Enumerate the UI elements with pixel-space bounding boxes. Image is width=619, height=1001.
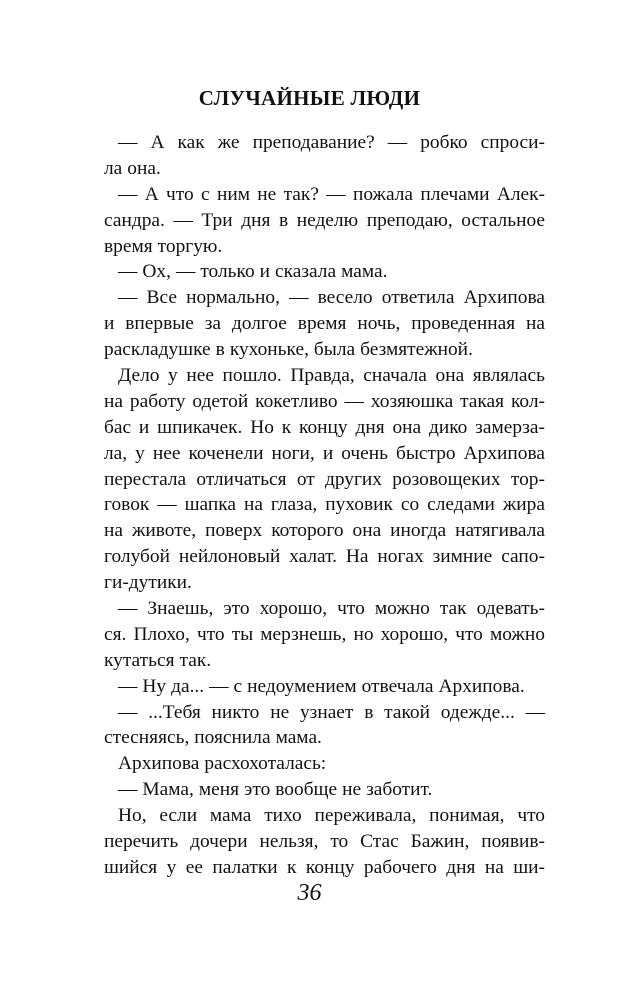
text-line (104, 389, 545, 415)
text-line (104, 415, 545, 441)
word: ним (216, 183, 250, 205)
word: работу (129, 390, 186, 412)
text-line (104, 829, 545, 855)
word: да... (171, 675, 205, 697)
word: никто (211, 701, 260, 723)
word: кокетливо (255, 390, 338, 412)
text-line (104, 855, 545, 881)
text-line (104, 234, 545, 260)
word: Алек- (496, 183, 545, 205)
word: так? (283, 183, 319, 205)
word: не (270, 701, 290, 723)
running-title: СЛУЧАЙНЫЕ ЛЮДИ (198, 86, 421, 110)
word: с (201, 183, 210, 205)
word: пошло. (222, 365, 282, 387)
word: ночь, (357, 313, 401, 335)
word: Но (250, 416, 274, 438)
word: только (200, 261, 255, 283)
word: рабочего (363, 856, 437, 878)
word: ногах (377, 546, 424, 568)
page-number: 36 (297, 880, 322, 906)
word: можно (374, 598, 430, 620)
text-line (104, 777, 545, 803)
word: ее (185, 856, 203, 878)
word: шийся (104, 856, 158, 878)
text-line (104, 441, 545, 467)
word: Ну (142, 675, 167, 697)
word: дико (428, 416, 468, 438)
word: нейлоновый (178, 546, 281, 568)
word: к (281, 416, 292, 438)
word: Три (201, 209, 233, 231)
word: одетой (192, 390, 249, 412)
text-line (104, 363, 545, 389)
word: бас (104, 416, 132, 438)
word: такой (384, 701, 430, 723)
word: так (439, 598, 467, 620)
word: нельзя, (259, 831, 319, 853)
word: проведенная (411, 313, 516, 335)
word: Архипова (463, 287, 545, 309)
text-line (104, 674, 545, 700)
word: преподавание? (252, 132, 375, 153)
word: тихо (264, 805, 302, 827)
word: вообще (275, 779, 338, 801)
word: — (118, 598, 138, 620)
word: ла, (104, 442, 128, 464)
word: что (196, 623, 225, 645)
word: кол- (510, 390, 545, 412)
word: была (313, 339, 356, 361)
word: в (278, 209, 289, 231)
text-line (104, 751, 545, 777)
word: переживала, (314, 805, 417, 827)
text-line (104, 182, 545, 208)
word: хорошо, (259, 598, 328, 620)
word: стесняясь, (104, 727, 190, 749)
text-line (104, 467, 545, 493)
word: Дело (118, 365, 160, 387)
word: это (244, 779, 271, 801)
word: к (287, 856, 297, 878)
word: жира (502, 494, 545, 516)
word: у (168, 365, 178, 387)
word: На (345, 546, 369, 568)
word: сначала (363, 365, 427, 387)
word: появив- (481, 831, 545, 853)
word: сказала (275, 261, 337, 283)
word: одежде... (440, 701, 515, 723)
word: — (118, 183, 138, 205)
word: кухоньке, (229, 339, 309, 361)
word: у (135, 442, 145, 464)
word: же (217, 132, 240, 153)
word: что (166, 183, 194, 205)
word: понимая, (429, 805, 505, 827)
word: халат. (289, 546, 337, 568)
text-line (104, 208, 545, 234)
word: ответила (381, 287, 455, 309)
word: следами (427, 494, 495, 516)
word: что (337, 598, 365, 620)
word: мерзнешь, (260, 623, 347, 645)
word: Но, (118, 805, 147, 827)
word: и (138, 416, 150, 438)
word: ся. (104, 623, 127, 645)
word: Архипова (463, 442, 545, 464)
text-line (104, 337, 545, 363)
word: — (326, 183, 346, 205)
word: ноги, (271, 442, 315, 464)
word: и (104, 313, 115, 335)
text-line (104, 570, 545, 596)
word: спроси- (480, 132, 545, 153)
word: — (387, 132, 408, 153)
word: ла (104, 157, 123, 179)
word: на (104, 390, 123, 412)
word: Мама, (142, 779, 194, 801)
word: робко (420, 132, 468, 153)
word: остальное (461, 209, 545, 231)
word: говок (104, 494, 150, 516)
word: концу (305, 856, 355, 878)
word: нормально, (186, 287, 280, 309)
word: если (159, 805, 198, 827)
text-line (104, 156, 545, 182)
word: — (209, 675, 229, 697)
word: плечами (420, 183, 490, 205)
word: с (233, 675, 243, 697)
word: ги-дутики. (104, 572, 192, 594)
word: Стас (360, 831, 399, 853)
word: у (166, 856, 177, 878)
word: что (455, 623, 483, 645)
word: шпикачек. (157, 416, 243, 438)
word: являлась (472, 365, 545, 387)
word: Плохо, (133, 623, 190, 645)
word: — (118, 132, 138, 153)
word: но (353, 623, 374, 645)
word: она (435, 365, 465, 387)
text-line (104, 648, 545, 674)
body-text (104, 130, 545, 881)
word: и (322, 442, 334, 464)
word: впервые (125, 313, 194, 335)
text-line (104, 285, 545, 311)
word: это (223, 598, 250, 620)
word: перестала (104, 468, 187, 490)
word: преподаю, (366, 209, 453, 231)
word: хорошо, (380, 623, 449, 645)
word: нее (152, 442, 181, 464)
word: торгую. (157, 235, 223, 257)
word: отвечала (361, 675, 434, 697)
word: в (215, 339, 225, 361)
word: раскладушке (104, 339, 211, 361)
word: дня (355, 416, 385, 438)
word: в (364, 701, 374, 723)
word: одевать- (476, 598, 545, 620)
word: — (118, 287, 138, 309)
word: А (150, 132, 165, 153)
word: коченели (188, 442, 264, 464)
word: неделю (296, 209, 359, 231)
word: пожала (352, 183, 413, 205)
word: — (118, 779, 138, 801)
word: безмятежной. (360, 339, 473, 361)
word: время (104, 235, 153, 257)
word: — (173, 209, 193, 231)
word: она (392, 416, 422, 438)
word: нее (186, 365, 214, 387)
word: такая (460, 390, 505, 412)
word: пояснила (194, 727, 271, 749)
word: замерза- (475, 416, 545, 438)
word: быстро (396, 442, 456, 464)
word: — (344, 390, 364, 412)
word: заботит. (366, 779, 433, 801)
word: кутаться (104, 649, 175, 671)
word: меня (198, 779, 240, 801)
word: глаза, (270, 494, 318, 516)
word: от (296, 468, 315, 490)
word: дня (446, 856, 476, 878)
word: то (330, 831, 349, 853)
word: очень (341, 442, 388, 464)
word: хозяюшка (370, 390, 454, 412)
word: шапка (184, 494, 237, 516)
text-line (104, 518, 545, 544)
word: мама (209, 805, 252, 827)
text-line (104, 622, 545, 648)
word: — (118, 675, 138, 697)
word: так. (179, 649, 212, 671)
word: как (177, 132, 205, 153)
text-line (104, 130, 545, 156)
word: зимние (432, 546, 493, 568)
word: она. (127, 157, 161, 179)
word: иногда (390, 520, 447, 542)
word: ты (231, 623, 254, 645)
word: — (289, 287, 309, 309)
word: за (204, 313, 222, 335)
word: Архипова. (438, 675, 525, 697)
word: дня (241, 209, 271, 231)
word: А (144, 183, 159, 205)
word: недоумением (247, 675, 357, 697)
word: узнает (299, 701, 354, 723)
word: отличаться (196, 468, 287, 490)
word: она (352, 520, 382, 542)
word: розовощеких (392, 468, 501, 490)
word: других (324, 468, 382, 490)
word: — (175, 261, 196, 283)
word: мама. (275, 727, 322, 749)
word: Бажин, (410, 831, 470, 853)
word: со (400, 494, 420, 516)
word: ...Тебя (148, 701, 201, 723)
text-line (104, 725, 545, 751)
word: поверх (205, 520, 263, 542)
word: тор- (510, 468, 545, 490)
word: — (525, 701, 545, 723)
word: не (257, 183, 277, 205)
word: на (104, 520, 123, 542)
word: не (342, 779, 362, 801)
text-line (104, 700, 545, 726)
word: долгое (231, 313, 287, 335)
word: на (484, 856, 504, 878)
word: животе, (131, 520, 197, 542)
text-line (104, 596, 545, 622)
word: дочери (190, 831, 248, 853)
word: можно (489, 623, 545, 645)
word: расхохоталась: (204, 753, 327, 775)
word: концу (299, 416, 348, 438)
word: и (259, 261, 271, 283)
word: Знаешь, (147, 598, 214, 620)
word: Правда, (290, 365, 355, 387)
word: на (243, 494, 263, 516)
word: палатки (212, 856, 278, 878)
word: на (526, 313, 545, 335)
word: что (517, 805, 545, 827)
word: — (118, 701, 138, 723)
word: — (157, 494, 177, 516)
word: Ох, (142, 261, 171, 283)
text-line (104, 544, 545, 570)
text-line (104, 259, 545, 285)
word: пуховик (325, 494, 393, 516)
word: время (297, 313, 347, 335)
word: Все (146, 287, 177, 309)
word: весело (317, 287, 373, 309)
word: сандра. (104, 209, 165, 231)
word: мама. (341, 261, 388, 283)
text-line (104, 803, 545, 829)
word: — (118, 261, 138, 283)
word: натягивала (455, 520, 545, 542)
word: перечить (104, 831, 179, 853)
word: Архипова (118, 753, 200, 775)
word: сапо- (501, 546, 545, 568)
text-line (104, 492, 545, 518)
text-line (104, 311, 545, 337)
word: которого (271, 520, 344, 542)
word: ши- (513, 856, 545, 878)
word: голубой (104, 546, 170, 568)
